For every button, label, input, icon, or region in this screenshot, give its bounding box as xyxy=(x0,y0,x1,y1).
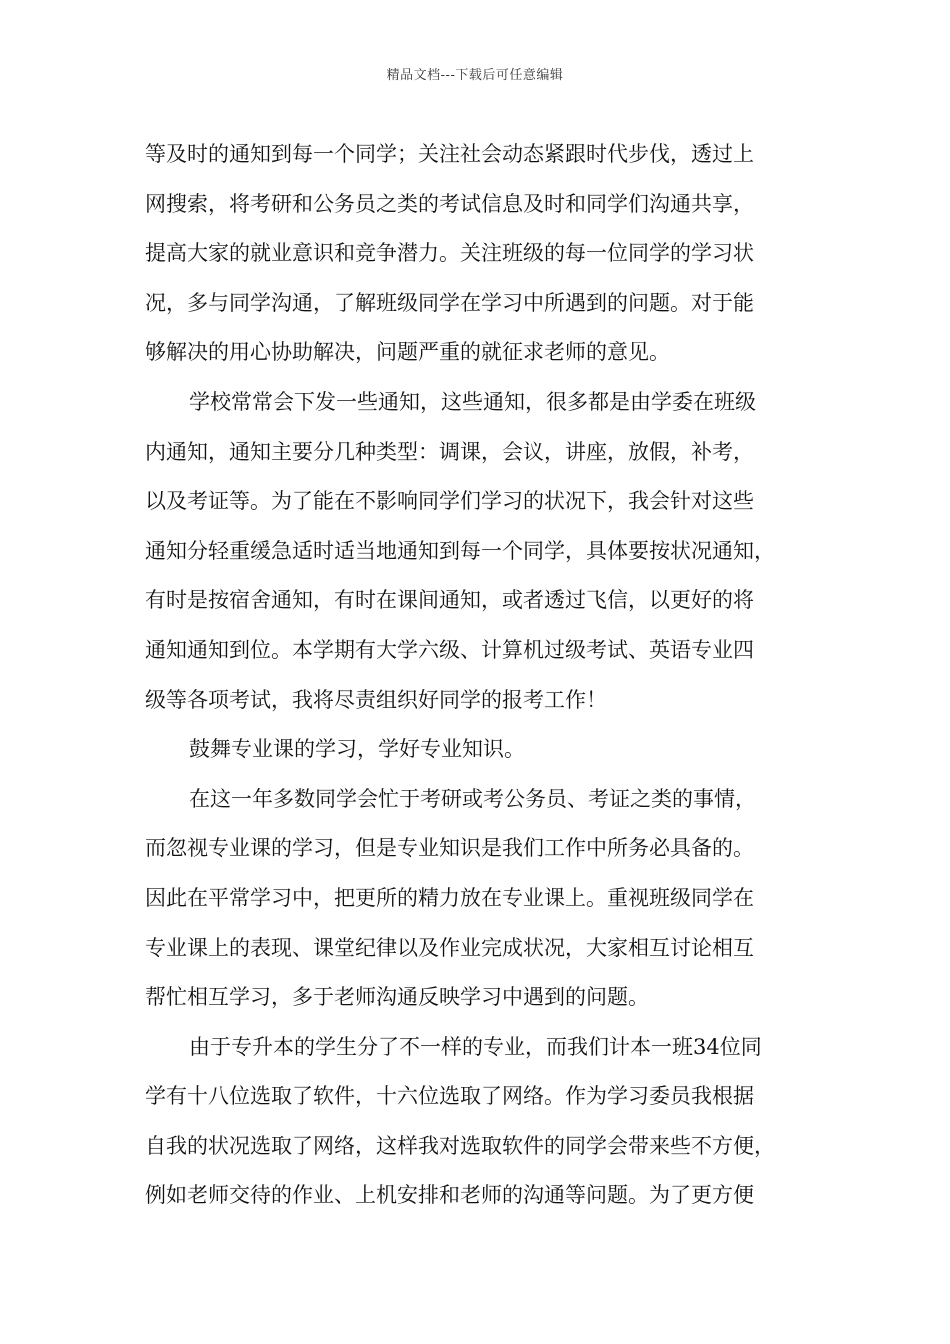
document-body xyxy=(145,130,813,1221)
text-line: 等及时的通知到每一个同学；关注社会动态紧跟时代步伐，透过上 xyxy=(145,142,754,166)
text-line: 以及考证等。为了能在不影响同学们学习的状况下，我会针对这些 xyxy=(145,489,754,514)
text-line: 级等各项考试，我将尽责组织好同学的报考工作！ xyxy=(145,687,607,712)
text-line: 学有十八位选取了软件，十六位选取了网络。作为学习委员我根据 xyxy=(145,1084,754,1109)
text-line: 况，多与同学沟通，了解班级同学在学习中所遇到的问题。对于能 xyxy=(145,290,754,315)
paragraph xyxy=(145,378,813,725)
text-line: 因此在平常学习中，把更所的精力放在专业课上。重视班级同学在 xyxy=(145,885,754,910)
text-line: 有时是按宿舍通知，有时在课间通知，或者透过飞信，以更好的将 xyxy=(145,588,754,613)
text-line: 通知分轻重缓急适时适当地通知到每一个同学，具体要按状况通知， xyxy=(145,538,775,563)
text-line: 鼓舞专业课的学习，学好专业知识。 xyxy=(189,737,525,762)
text-line: 专业课上的表现、课堂纪律以及作业完成状况，大家相互讨论相互 xyxy=(145,935,754,960)
paragraph xyxy=(145,1023,813,1221)
text-line: 网搜索，将考研和公务员之类的考试信息及时和同学们沟通共享， xyxy=(145,191,754,216)
paragraph xyxy=(145,130,813,378)
text-line: 例如老师交待的作业、上机安排和老师的沟通等问题。为了更方便 xyxy=(145,1183,754,1208)
text-line: 由于专升本的学生分了不一样的专业，而我们计本一班34位同 xyxy=(189,1034,762,1059)
text-line: 在这一年多数同学会忙于考研或考公务员、考证之类的事情， xyxy=(189,786,756,811)
text-line: 而忽视专业课的学习，但是专业知识是我们工作中所务必具备的。 xyxy=(145,836,754,861)
text-line: 通知通知到位。本学期有大学六级、计算机过级考试、英语专业四 xyxy=(145,637,754,662)
paragraph xyxy=(145,775,813,1023)
text-line: 内通知，通知主要分几种类型：调课，会议，讲座，放假，补考， xyxy=(145,439,754,464)
page-header: 精品文档---下载后可任意编辑 xyxy=(386,68,564,83)
text-line: 学校常常会下发一些通知，这些通知，很多都是由学委在班级 xyxy=(189,389,756,414)
text-line: 自我的状况选取了网络，这样我对选取软件的同学会带来些不方便， xyxy=(145,1133,775,1158)
text-line: 提高大家的就业意识和竞争潜力。关注班级的每一位同学的学习状 xyxy=(145,241,754,266)
paragraph xyxy=(145,725,813,775)
text-line: 够解决的用心协助解决，问题严重的就征求老师的意见。 xyxy=(145,340,670,365)
text-line: 帮忙相互学习，多于老师沟通反映学习中遇到的问题。 xyxy=(145,985,649,1010)
